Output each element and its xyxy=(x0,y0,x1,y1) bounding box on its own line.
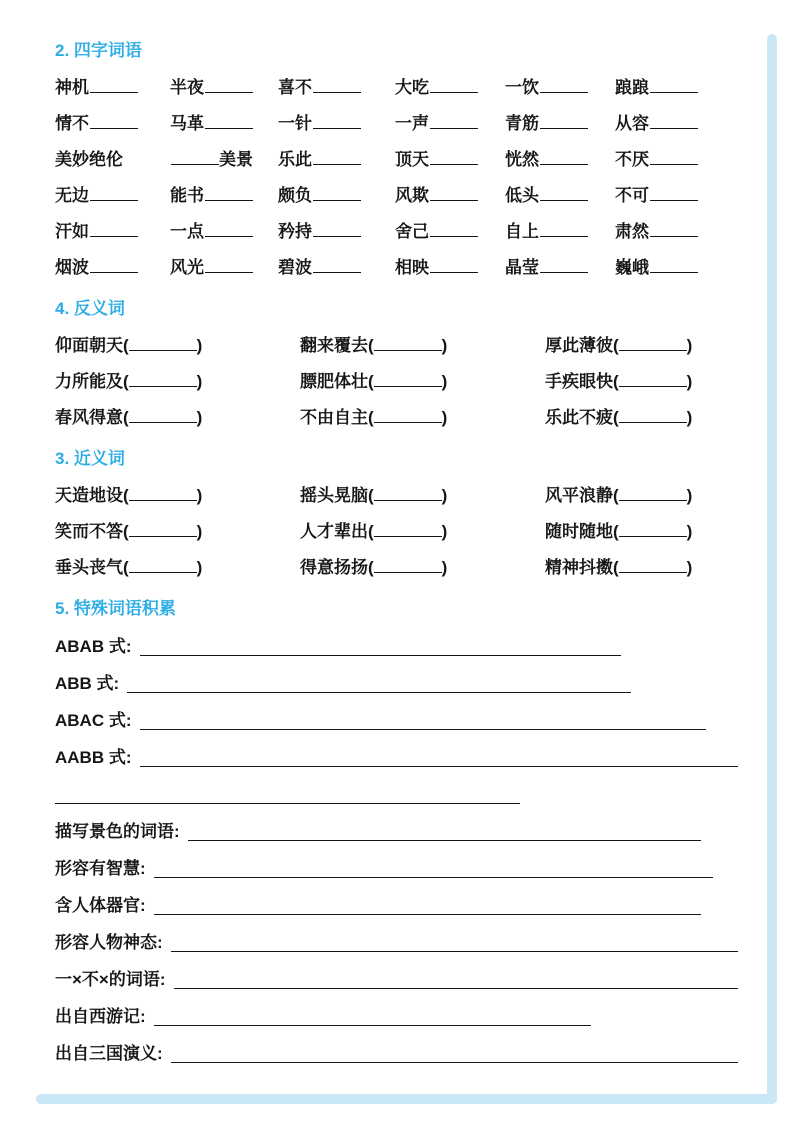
blank-line xyxy=(171,1035,738,1063)
blank-line xyxy=(650,79,698,93)
blank-line xyxy=(154,998,591,1026)
blank-line xyxy=(540,115,588,129)
blank-line xyxy=(374,410,442,423)
blank-line xyxy=(313,223,361,237)
fill-line-continuation xyxy=(55,776,738,813)
fill-line-label: 形容有智慧: xyxy=(55,859,146,878)
blank-line xyxy=(129,488,197,501)
blank-line xyxy=(154,887,701,915)
blank-line xyxy=(430,259,478,273)
word-stem-item: 舍己 xyxy=(395,214,505,250)
word-item: 不由自主 ( ) xyxy=(300,400,545,436)
blank-line xyxy=(430,79,478,93)
blank-line xyxy=(374,560,442,573)
word-stem-item: 半夜 xyxy=(170,70,278,106)
word-item: 乐此不疲( ) xyxy=(545,400,738,436)
word-item: 精神抖擞( ) xyxy=(545,550,738,586)
blank-line xyxy=(374,524,442,537)
fill-line xyxy=(55,665,738,702)
word-item: 力所能及 ( ) xyxy=(55,364,300,400)
word-stem-item: 不厌 xyxy=(615,142,738,178)
blank-line xyxy=(374,338,442,351)
word-stem-item: 风光 xyxy=(170,250,278,286)
word-stem-item: 相映 xyxy=(395,250,505,286)
blank-line xyxy=(619,524,687,537)
fill-line-label: 一×不×的词语: xyxy=(55,970,166,989)
blank-line xyxy=(205,79,253,93)
section-synonyms xyxy=(55,448,738,586)
word-item: 笑而不答 ( ) xyxy=(55,514,300,550)
blank-line xyxy=(129,338,197,351)
blank-line xyxy=(171,151,219,165)
word-stem-item: 青筋 xyxy=(505,106,615,142)
fill-line xyxy=(55,887,738,924)
word-item: 膘肥体壮 ( ) xyxy=(300,364,545,400)
blank-line xyxy=(205,259,253,273)
word-item: 得意扬扬 ( ) xyxy=(300,550,545,586)
paren-blank xyxy=(613,486,692,505)
word-stem-item: 马革 xyxy=(170,106,278,142)
word-stem-item: 一声 xyxy=(395,106,505,142)
blank-line xyxy=(430,151,478,165)
fill-line-label: ABAB 式: xyxy=(55,637,132,656)
blank-line xyxy=(619,374,687,387)
word-stem-item: 乐此 xyxy=(278,142,395,178)
word-stem-item: 晶莹 xyxy=(505,250,615,286)
word-stem-item: 能书 xyxy=(170,178,278,214)
blank-line xyxy=(154,850,713,878)
paren-blank xyxy=(123,558,202,577)
word-stem-item: 自上 xyxy=(505,214,615,250)
blank-line xyxy=(90,79,138,93)
fill-line-label: 描写景色的词语: xyxy=(55,822,180,841)
word-item: 仰面朝天 ( ) xyxy=(55,328,300,364)
section-antonyms xyxy=(55,298,738,436)
paren-blank xyxy=(368,336,447,355)
paren-blank xyxy=(368,408,447,427)
word-stem-item: 大吃 xyxy=(395,70,505,106)
word-grid xyxy=(55,70,738,286)
blank-line xyxy=(619,338,687,351)
fill-line xyxy=(55,924,738,961)
section-four-char-words xyxy=(55,40,738,286)
blank-line xyxy=(430,187,478,201)
decorative-bottom-bar xyxy=(36,1094,777,1104)
word-stem-item: 神机 xyxy=(55,70,170,106)
blank-line xyxy=(174,961,738,989)
blank-line xyxy=(55,776,520,804)
blank-line xyxy=(313,187,361,201)
word-grid xyxy=(55,478,738,586)
blank-line xyxy=(540,223,588,237)
fill-line-label: AABB 式: xyxy=(55,748,132,767)
blank-line xyxy=(619,560,687,573)
blank-line xyxy=(205,115,253,129)
fill-line xyxy=(55,739,738,776)
section-heading: 5. 特殊词语积累 xyxy=(55,599,176,618)
worksheet-content xyxy=(55,40,738,1072)
fill-line xyxy=(55,850,738,887)
blank-line xyxy=(313,151,361,165)
fill-line-label: ABAC 式: xyxy=(55,711,132,730)
blank-line xyxy=(129,410,197,423)
blank-line xyxy=(430,223,478,237)
word-item: 手疾眼快( ) xyxy=(545,364,738,400)
word-stem-item: 低头 xyxy=(505,178,615,214)
fill-line xyxy=(55,998,738,1035)
paren-blank xyxy=(613,372,692,391)
word-stem-item: 风欺 xyxy=(395,178,505,214)
blank-line xyxy=(430,115,478,129)
word-item: 摇头晃脑 ( ) xyxy=(300,478,545,514)
paren-blank xyxy=(613,408,692,427)
blank-line xyxy=(650,151,698,165)
word-stem-item: 一针 xyxy=(278,106,395,142)
blank-line xyxy=(205,223,253,237)
blank-line xyxy=(650,187,698,201)
word-stem-item: 一饮 xyxy=(505,70,615,106)
blank-line xyxy=(650,259,698,273)
word-stem-item: 巍峨 xyxy=(615,250,738,286)
paren-blank xyxy=(613,558,692,577)
word-stem-item: 踉踉 xyxy=(615,70,738,106)
word-item: 翻来覆去 ( ) xyxy=(300,328,545,364)
paren-blank xyxy=(613,336,692,355)
fill-lines xyxy=(55,628,738,1072)
blank-line xyxy=(540,151,588,165)
fill-line xyxy=(55,702,738,739)
word-grid xyxy=(55,328,738,436)
paren-blank xyxy=(123,372,202,391)
paren-blank xyxy=(368,558,447,577)
paren-blank xyxy=(368,486,447,505)
section-special-words xyxy=(55,598,738,1072)
fill-line xyxy=(55,961,738,998)
blank-line xyxy=(374,488,442,501)
word-stem-item: 无边 xyxy=(55,178,170,214)
paren-blank xyxy=(123,336,202,355)
word-stem-item: 情不 xyxy=(55,106,170,142)
blank-line xyxy=(188,813,701,841)
blank-line xyxy=(129,374,197,387)
paren-blank xyxy=(123,486,202,505)
word-stem-item: 一点 xyxy=(170,214,278,250)
word-item: 随时随地( ) xyxy=(545,514,738,550)
blank-line xyxy=(140,628,622,656)
section-heading: 2. 四字词语 xyxy=(55,41,142,60)
blank-line xyxy=(540,187,588,201)
blank-line xyxy=(90,187,138,201)
blank-line xyxy=(171,924,738,952)
fill-line xyxy=(55,628,738,665)
word-stem-item: 顶天 xyxy=(395,142,505,178)
word-item: 天造地设 ( ) xyxy=(55,478,300,514)
word-item: 厚此薄彼( ) xyxy=(545,328,738,364)
fill-line-label: ABB 式: xyxy=(55,674,120,693)
paren-blank xyxy=(368,372,447,391)
word-stem-item: 美景 xyxy=(170,142,278,178)
word-stem-item: 颇负 xyxy=(278,178,395,214)
blank-line xyxy=(140,702,707,730)
blank-line xyxy=(140,739,739,767)
blank-line xyxy=(90,115,138,129)
fill-line-label: 出自三国演义: xyxy=(55,1044,163,1063)
decorative-right-bar xyxy=(767,34,777,1104)
paren-blank xyxy=(613,522,692,541)
blank-line xyxy=(619,410,687,423)
word-item: 人才辈出 ( ) xyxy=(300,514,545,550)
paren-blank xyxy=(368,522,447,541)
blank-line xyxy=(313,79,361,93)
word-stem-item: 不可 xyxy=(615,178,738,214)
blank-line xyxy=(619,488,687,501)
word-stem-item: 从容 xyxy=(615,106,738,142)
word-item: 垂头丧气 ( ) xyxy=(55,550,300,586)
blank-line xyxy=(313,259,361,273)
fill-line-label: 形容人物神态: xyxy=(55,933,163,952)
word-item: 春风得意 ( ) xyxy=(55,400,300,436)
paren-blank xyxy=(123,522,202,541)
word-stem-item: 矜持 xyxy=(278,214,395,250)
blank-line xyxy=(90,223,138,237)
blank-line xyxy=(540,259,588,273)
word-stem-item: 喜不 xyxy=(278,70,395,106)
blank-line xyxy=(650,115,698,129)
fill-line xyxy=(55,813,738,850)
section-heading: 4. 反义词 xyxy=(55,299,125,318)
word-stem-item: 碧波 xyxy=(278,250,395,286)
word-stem-item: 肃然 xyxy=(615,214,738,250)
word-item: 风平浪静( ) xyxy=(545,478,738,514)
word-stem-item: 汗如 xyxy=(55,214,170,250)
word-stem-item: 美妙绝伦 xyxy=(55,150,123,169)
blank-line xyxy=(374,374,442,387)
paren-blank xyxy=(123,408,202,427)
word-stem-item: 烟波 xyxy=(55,250,170,286)
fill-line xyxy=(55,1035,738,1072)
blank-line xyxy=(540,79,588,93)
blank-line xyxy=(205,187,253,201)
blank-line xyxy=(90,259,138,273)
section-heading: 3. 近义词 xyxy=(55,449,125,468)
blank-line xyxy=(127,665,631,693)
word-stem-item: 恍然 xyxy=(505,142,615,178)
fill-line-label: 含人体器官: xyxy=(55,896,146,915)
blank-line xyxy=(650,223,698,237)
blank-line xyxy=(313,115,361,129)
fill-line-label: 出自西游记: xyxy=(55,1007,146,1026)
blank-line xyxy=(129,524,197,537)
blank-line xyxy=(129,560,197,573)
